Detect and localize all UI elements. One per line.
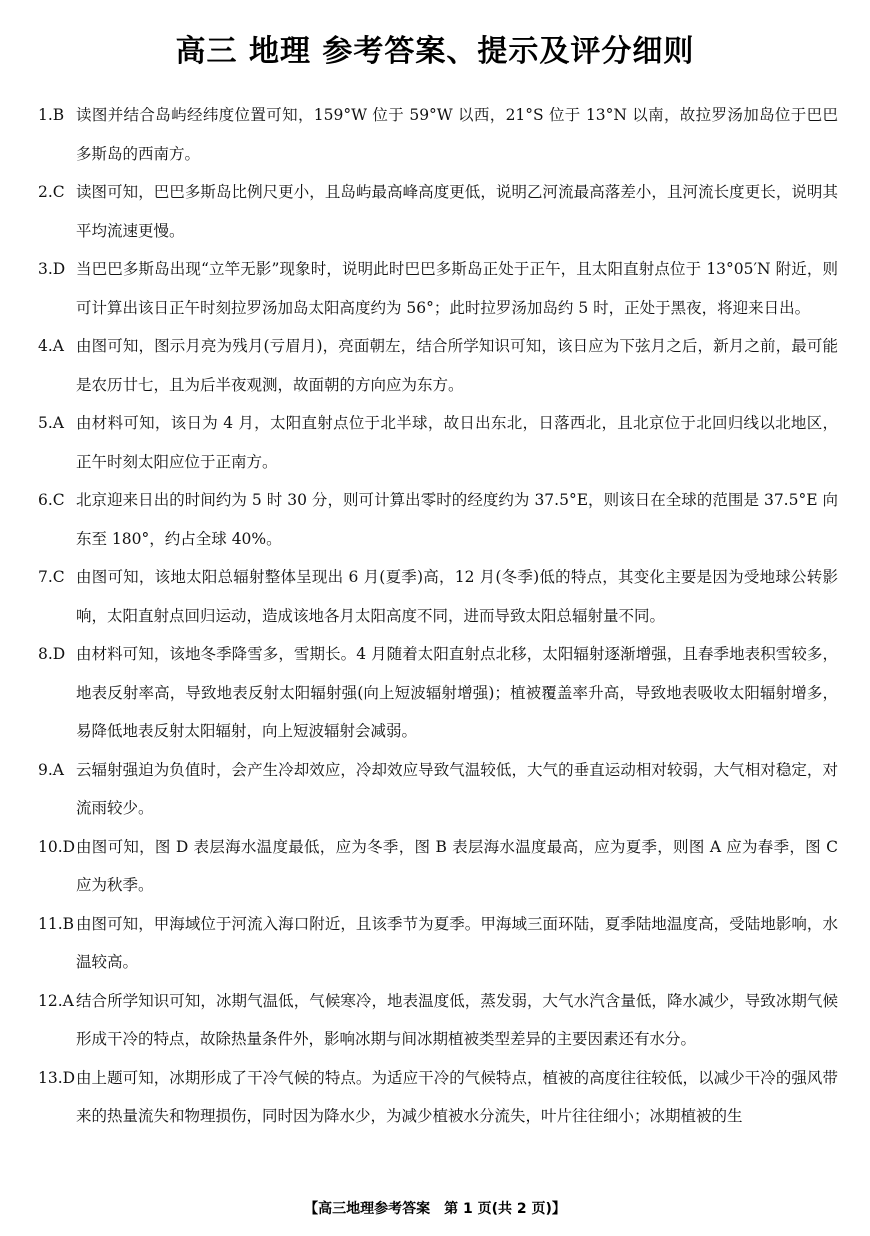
answer-item (38, 558, 838, 635)
answer-explanation: 云辐射强迫为负值时，会产生冷却效应，冷却效应导致气温较低，大气的垂直运动相对较弱，大气相对稳定，对流雨较少。 (76, 760, 838, 817)
answer-explanation: 北京迎来日出的时间约为 5 时 30 分，则可计算出零时的经度约为 37.5°E，则该日在全球的范围是 37.5°E 向东至 180°，约占全球 40%。 (76, 491, 838, 548)
answer-number: 2.C (38, 183, 65, 201)
answer-number: 1.B (38, 106, 65, 124)
answer-explanation: 由材料可知，该地冬季降雪多，雪期长。4 月随着太阳直射点北移，太阳辐射逐渐增强，且春季地表积雪较多，地表反射率高，导致地表反射太阳辐射强(向上短波辐射增强)；植被覆盖率升高，导致地表吸收太阳辐射增多，易降低地表反射太阳辐射，向上短波辐射会减弱。 (76, 645, 838, 740)
answer-item (38, 404, 838, 481)
answer-item (38, 982, 838, 1059)
answer-explanation: 由图可知，图 D 表层海水温度最低，应为冬季，图 B 表层海水温度最高，应为夏季，则图 A 应为春季，图 C 应为秋季。 (76, 837, 838, 894)
answer-item (38, 481, 838, 558)
answer-explanation: 由图可知，甲海域位于河流入海口附近，且该季节为夏季。甲海域三面环陆，夏季陆地温度高，受陆地影响，水温较高。 (76, 914, 838, 971)
answer-number: 5.A (38, 414, 64, 432)
answer-item (38, 635, 838, 751)
answer-item (38, 327, 838, 404)
answer-item (38, 751, 838, 828)
answer-number: 10.D (38, 837, 76, 856)
answer-number: 4.A (38, 337, 64, 355)
answer-number: 6.C (38, 491, 65, 509)
answer-explanation: 读图并结合岛屿经纬度位置可知，159°W 位于 59°W 以西，21°S 位于 13°N 以南，故拉罗汤加岛位于巴巴多斯岛的西南方。 (76, 106, 838, 163)
answer-item (38, 828, 838, 905)
answer-explanation: 由上题可知，冰期形成了干冷气候的特点。为适应干冷的气候特点，植被的高度往往较低，以减少干冷的强风带来的热量流失和物理损伤，同时因为降水少，为减少植被水分流失，叶片往往细小；冰期植被的生 (76, 1068, 838, 1125)
answer-explanation: 由材料可知，该日为 4 月，太阳直射点位于北半球，故日出东北，日落西北，且北京位于北回归线以北地区，正午时刻太阳应位于正南方。 (76, 414, 838, 471)
answer-item (38, 1059, 838, 1136)
answer-explanation: 结合所学知识可知，冰期气温低，气候寒冷，地表温度低，蒸发弱，大气水汽含量低，降水减少，导致冰期气候形成干冷的特点，故除热量条件外，影响冰期与间冰期植被类型差异的主要因素还有水分。 (76, 991, 838, 1048)
answer-number: 8.D (38, 645, 66, 663)
page-footer: 【高三地理参考答案 第 1 页(共 2 页)】 (304, 1201, 566, 1217)
answer-item (38, 250, 838, 327)
answer-number: 3.D (38, 260, 66, 278)
answer-explanation: 当巴巴多斯岛出现“立竿无影”现象时，说明此时巴巴多斯岛正处于正午，且太阳直射点位于 13°05′N 附近，则可计算出该日正午时刻拉罗汤加岛太阳高度约为 56°；此时拉罗汤加岛约 5 时，正处于黑夜，将迎来日出。 (76, 260, 838, 317)
answer-list (38, 96, 838, 1136)
answer-item (38, 173, 838, 250)
answer-item (38, 96, 838, 173)
answer-item (38, 905, 838, 982)
answer-number: 7.C (38, 568, 65, 586)
answer-explanation: 由图可知，该地太阳总辐射整体呈现出 6 月(夏季)高，12 月(冬季)低的特点，其变化主要是因为受地球公转影响，太阳直射点回归运动，造成该地各月太阳高度不同，进而导致太阳总辐射量不同。 (76, 568, 838, 625)
answer-number: 11.B (38, 914, 75, 933)
answer-explanation: 读图可知，巴巴多斯岛比例尺更小，且岛屿最高峰高度更低，说明乙河流最高落差小，且河流长度更长，说明其平均流速更慢。 (76, 183, 838, 240)
page-title: 高三 地理 参考答案、提示及评分细则 (175, 34, 695, 69)
answer-explanation: 由图可知，图示月亮为残月(亏眉月)，亮面朝左，结合所学知识可知，该日应为下弦月之后，新月之前，最可能是农历廿七，且为后半夜观测，故面朝的方向应为东方。 (76, 337, 838, 394)
answer-number: 9.A (38, 760, 64, 779)
answer-number: 12.A (38, 991, 74, 1010)
answer-number: 13.D (38, 1068, 76, 1087)
